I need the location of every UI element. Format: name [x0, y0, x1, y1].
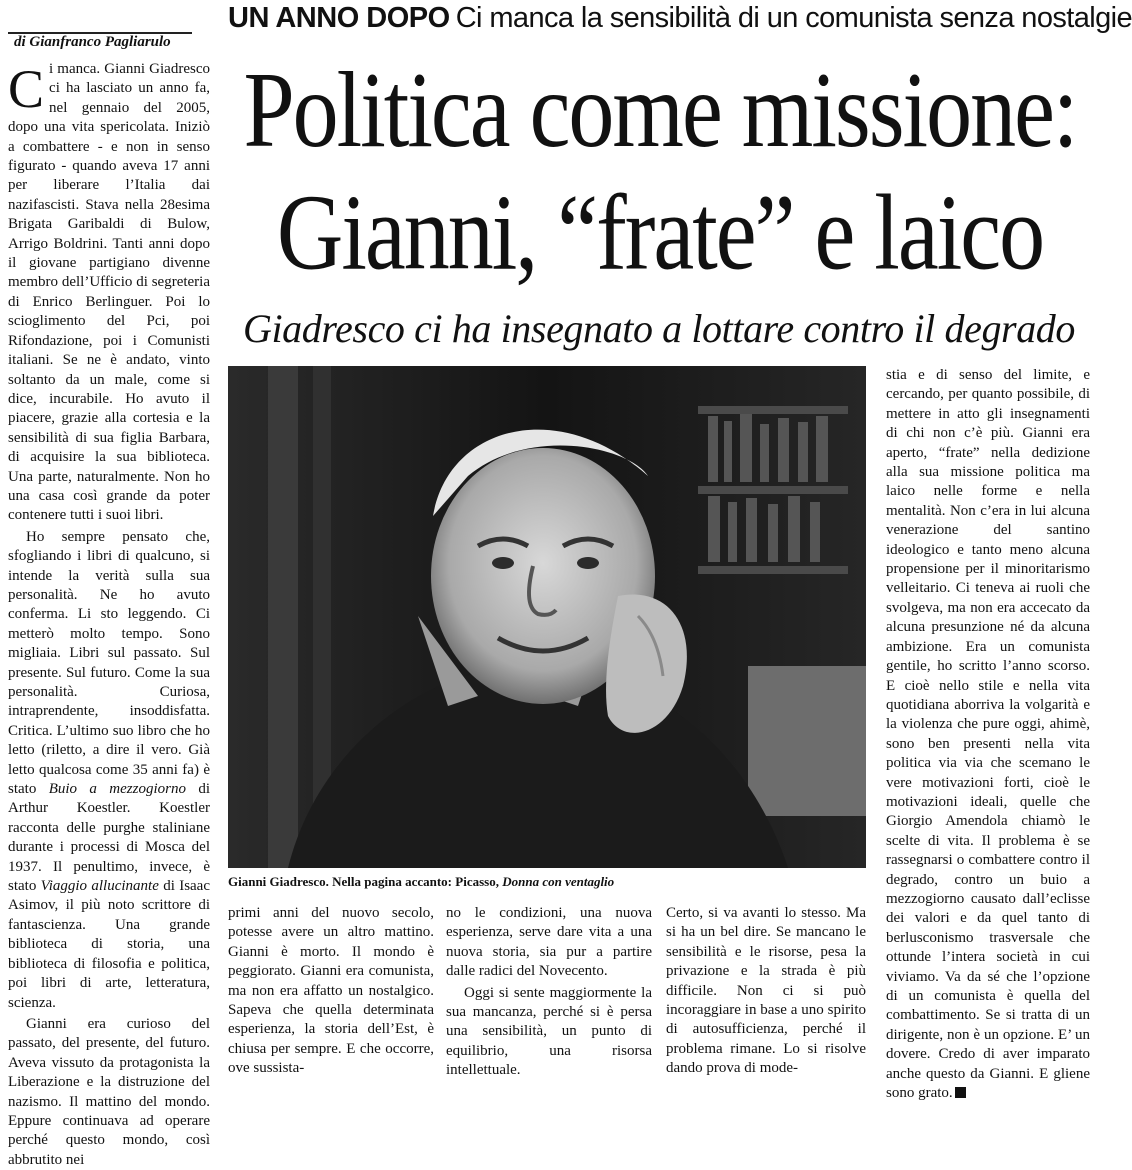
article-column-2	[228, 904, 434, 1079]
paragraph-text: stia e di senso del limite, e cercando, per quanto possibile, di mettere in atto gli insegnamenti di chi non c’è più. Gianni era aperto, “frate” nella dedizione alla sua missione politica ma laico nelle forme e nella mentalità. Non c’era in lui alcuna venerazione del santino ideologico e tanto meno alcuna propensione per il minoritarismo velleitario. Ci teneva ai ruoli che svolgeva, ma non era accecato da alcuna presunzione né da alcuna ambizione. Era un comunista gentile, ho scritto l’anno scorso. E cioè nello stile e nella vita quotidiana aborriva la volgarità e la violenza che pure oggi, ahimè, sono ben presenti nella vita politica via via che scemano le vere motivazioni forti, cioè le motivazioni ideali, quelle che Giorgio Amendola chiamò le scelte di vita. Il problema è se rassegnarsi o combattere contro il degrado, contro un buio a mezzogiorno causato dall’eclisse dei valori e da quel tanto di berlusconismo trasversale che ottunde l’intera società in cui viviamo. Va da sé che l’opzione di un comunista è quella del combattimento. Se si tratta di un dirigente, non è un opzione. E’ un dovere. Credo di aver imparato anche questo da Gianni. E gliene sono grato.	[886, 367, 1090, 1102]
kicker-summary: Ci manca la sensibilità di un comunista senza nostalgie	[455, 2, 1132, 34]
caption-artwork-title: Donna con ventaglio	[502, 874, 615, 889]
paragraph-text: di Isaac Asimov, il più noto scrittore di fantascienza. Una grande biblioteca di storia, una biblioteca di filosofia e politica, poi libri di arte, letteratura, scienza.	[8, 878, 211, 1011]
headline-line-1: Politica come missione:	[243, 49, 1077, 170]
end-of-article-mark	[955, 1087, 966, 1098]
article-column-3	[446, 904, 652, 1081]
paragraph: no le condizioni, una nuova esperienza, serve dare vita a una nuova storia, sia pur a partire dalle radici del Novecento.	[446, 905, 652, 980]
paragraph	[8, 60, 210, 526]
portrait-illustration	[228, 366, 866, 868]
paragraph-text: i manca. Gianni Giadresco ci ha lasciato un anno fa, nel gennaio del 2005, dopo una vita spericolata. Iniziò a combattere - e non in senso figurato - quando aveva 17 anni per liberare l’Italia dai nazifascisti. Stava nella 28esima Brigata Garibaldi di Bulow, Arrigo Boldrini. Tanti anni dopo il giovane partigiano divenne membro dell’Ufficio di segreteria di Enrico Berlinguer. Poi lo scioglimento del Pci, poi Rifondazione, poi i Comunisti italiani. Se ne è andato, vinto soltanto da un male, come si dice, incurabile. Ho avuto il piacere, grazie alla cortesia e la sensibilità di sua figlia Barbara, di acquisire la sua biblioteca. Una parte, naturalmente. Non ho una casa così grande da poter contenere tutti i suoi libri.	[8, 61, 210, 524]
subheadline: Giadresco ci ha insegnato a lottare contro il degrado	[242, 306, 1076, 351]
photo-caption	[228, 874, 868, 890]
kicker	[228, 2, 1132, 35]
headline	[222, 48, 1098, 293]
drop-cap: C	[8, 59, 45, 119]
book-title: Viaggio allucinante	[40, 878, 159, 895]
paragraph: Oggi si sente maggiormente la sua mancanza, perché si è persa una sensibilità, un punto di equilibrio, una risorsa intellettuale.	[446, 984, 652, 1079]
paragraph	[8, 528, 210, 1013]
paragraph-text: Ho sempre pensato che, sfogliando i libri di qualcuno, si intende la verità sulla sua personalità. Ne ho avuto conferma. Li sto leggendo. Ci metterò molto tempo. Sono migliaia. Libri sul passato. Sul presente. Sul futuro. Come la sua personalità. Curiosa, intraprendente, insoddisfatta. Critica. L’ultimo suo libro che ho letto (riletto, a dire il vero. Già letto qualcosa come 35 anni fa) è stato	[8, 528, 210, 798]
book-title: Buio a mezzogiorno	[48, 781, 186, 798]
article-column-1	[8, 60, 210, 1170]
article-column-5	[886, 366, 1090, 1103]
paragraph	[886, 366, 1090, 1103]
kicker-label: UN ANNO DOPO	[228, 2, 450, 34]
paragraph-text: di Arthur Koestler. Koestler racconta delle purghe staliniane durante i processi di Mosca del 1937. Il penultimo, invece, è stato	[8, 781, 211, 895]
paragraph: Gianni era curioso del passato, del presente, del futuro. Aveva vissuto da protagonista la Liberazione e la distruzione del nazismo. Il mattino del mondo. Eppure continuava ad operare perché questo mondo, così abbrutito nei	[8, 1015, 210, 1168]
headline-line-2: Gianni, “frate” e laico	[276, 171, 1044, 293]
paragraph: Certo, si va avanti lo stesso. Ma si ha un bel dire. Se mancano le sensibilità e le risorse, pesa la privazione e la strada è più difficile. Non ci si può incoraggiare in base a uno spirito di autosufficienza, perché il problema rimane. Lo si risolve dando prova di mode-	[666, 905, 866, 1077]
paragraph: primi anni del nuovo secolo, potesse avere un altro mattino. Gianni è morto. Il mondo è peggiorato. Gianni era comunista, ma non era affatto un nostalgico. Sapeva che quella determinata esperienza, la storia dell’Est, è chiusa per sempre. E che occorre, ove sussista-	[228, 905, 434, 1077]
portrait-photo	[228, 366, 866, 868]
caption-text: Gianni Giadresco. Nella pagina accanto: Picasso,	[228, 874, 499, 889]
byline: di Gianfranco Pagliarulo	[14, 34, 171, 50]
article-column-4	[666, 904, 866, 1079]
